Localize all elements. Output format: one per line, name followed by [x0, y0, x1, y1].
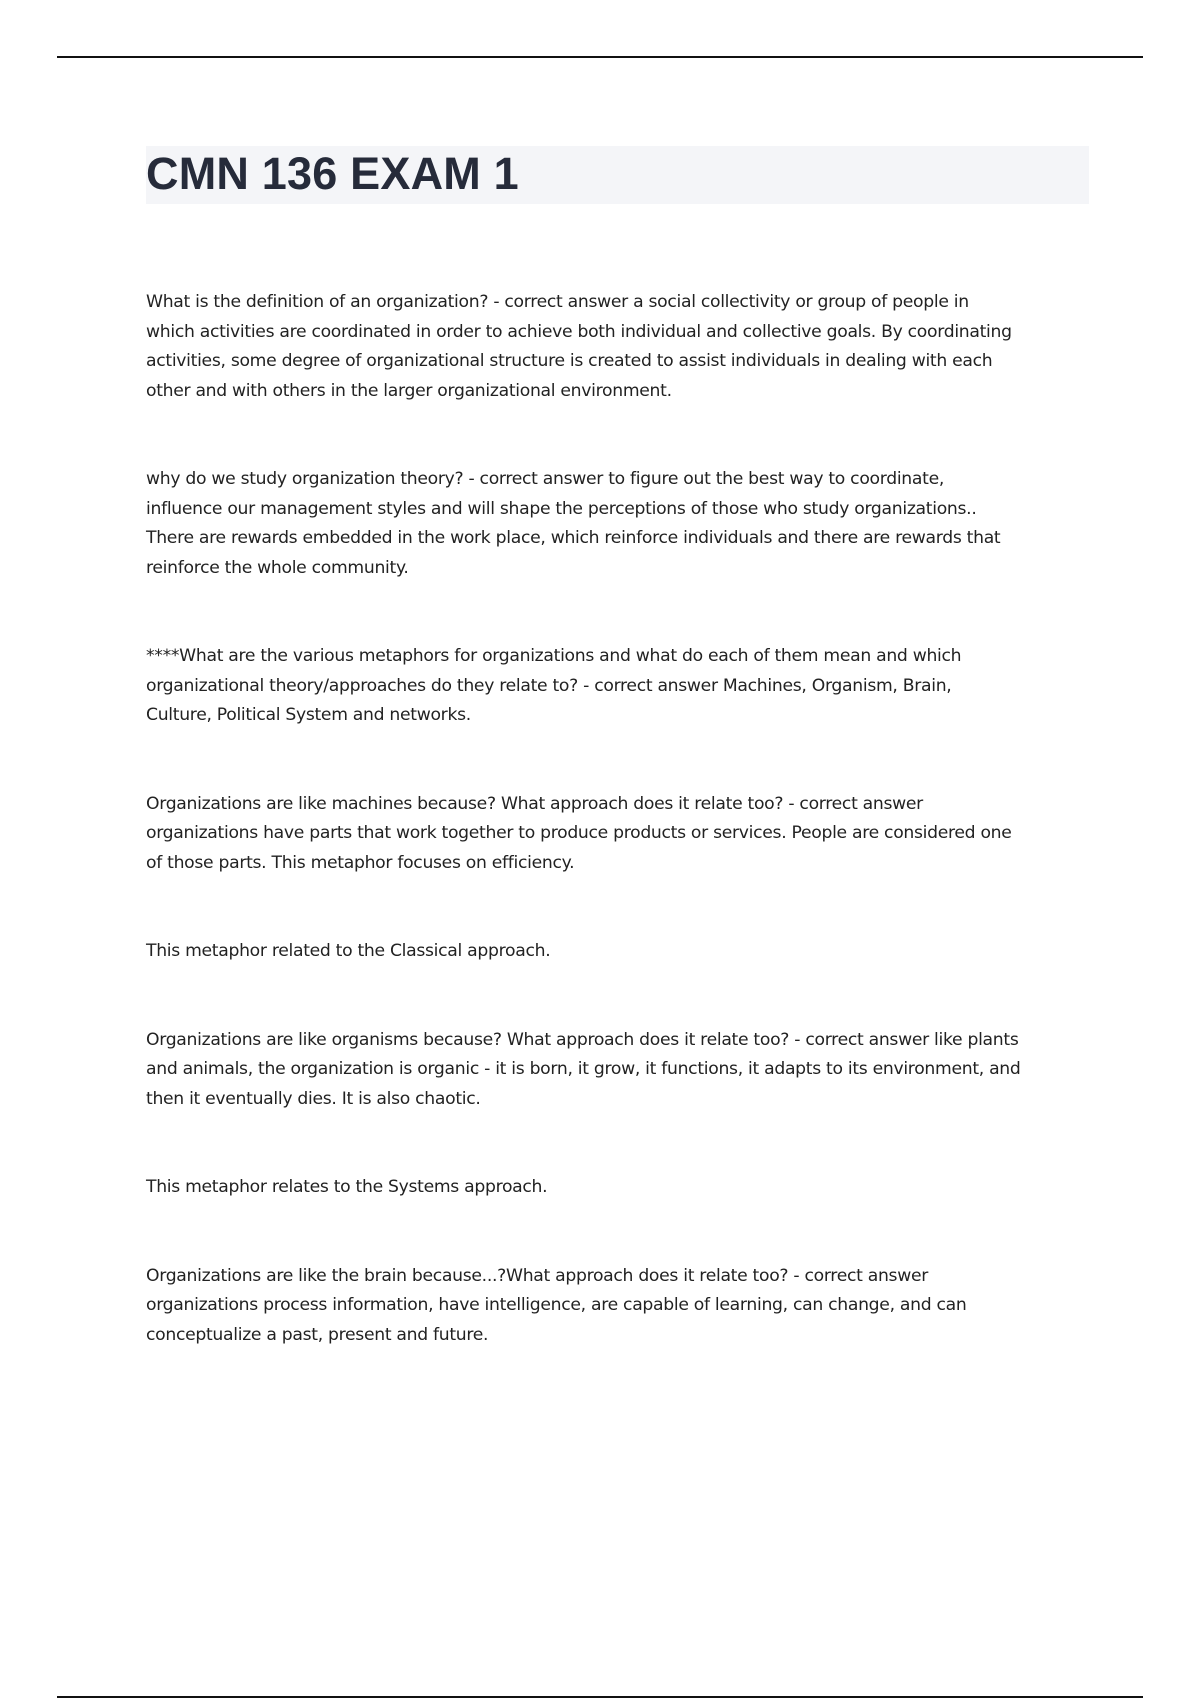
paragraph-systems-approach: This metaphor relates to the Systems approach. [146, 1177, 548, 1197]
paragraph-brain-metaphor: Organizations are like the brain because...?What approach does it relate too? - correct answer organizations process information, have intelligence, are capable of learning, can change, and can conceptualize a past, present and future. [146, 1265, 967, 1345]
paragraph-study-organization-theory: why do we study organization theory? - correct answer to figure out the best way to coordinate, influence our management styles and will shape the perceptions of those who study organizations.. There are rewards embedded in the work place, which reinforce individuals and there are rewards that reinforce the whole community. [146, 469, 1001, 578]
page-title: CMN 136 EXAM 1 [146, 148, 519, 199]
document-body [146, 288, 1096, 1350]
paragraph-organisms-metaphor: Organizations are like organisms because? What approach does it relate too? - correct answer like plants and animals, the organization is organic - it is born, it grow, it functions, it adapts to its environment, and then it eventually dies. It is also chaotic. [146, 1029, 1021, 1109]
paragraph-machines-metaphor: Organizations are like machines because? What approach does it relate too? - correct answer organizations have parts that work together to produce products or services. People are considered one of those parts. This metaphor focuses on efficiency. [146, 793, 1012, 873]
bottom-divider [57, 1696, 1143, 1698]
paragraph-classical-approach: This metaphor related to the Classical approach. [146, 941, 551, 961]
paragraph-organization-definition: What is the definition of an organization? - correct answer a social collectivity or group of people in which activities are coordinated in order to achieve both individual and collective goals. By coordinating activities, some degree of organizational structure is created to assist individuals in dealing with each other and with others in the larger organizational environment. [146, 292, 1012, 401]
paragraph-metaphors: ****What are the various metaphors for organizations and what do each of them mean and which organizational theory/approaches do they relate to? - correct answer Machines, Organism, Brain, Culture, Political System and networks. [146, 646, 962, 725]
top-divider [57, 56, 1143, 58]
